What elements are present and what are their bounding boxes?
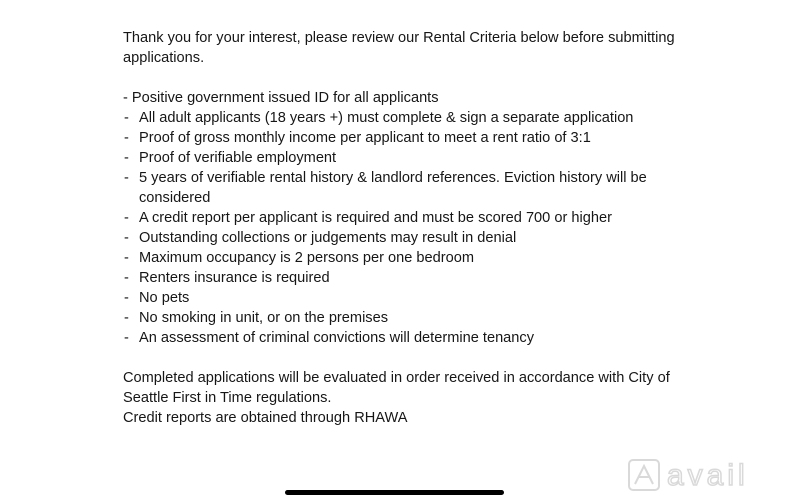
- criteria-item: [123, 208, 683, 228]
- criteria-item: [123, 268, 683, 288]
- criteria-item-text: Proof of gross monthly income per applicant to meet a rent ratio of 3:1: [139, 130, 591, 146]
- bullet-dash: -: [124, 230, 129, 246]
- bullet-dash: -: [124, 170, 129, 186]
- closing-credit-reports-text: Credit reports are obtained through RHAWA: [123, 410, 408, 426]
- intro-paragraph: Thank you for your interest, please review our Rental Criteria below before submitting applications.: [123, 30, 675, 66]
- bullet-dash: -: [124, 110, 129, 126]
- bullet-dash: -: [124, 210, 129, 226]
- bullet-dash: -: [124, 310, 129, 326]
- criteria-item-text: Outstanding collections or judgements may result in denial: [139, 230, 517, 246]
- criteria-item-text: Renters insurance is required: [139, 270, 330, 286]
- criteria-item-text: No pets: [139, 290, 190, 306]
- avail-logo-watermark: [627, 458, 777, 492]
- bullet-dash: -: [124, 290, 129, 306]
- bullet-dash: -: [124, 330, 129, 346]
- criteria-item-text: 5 years of verifiable rental history & landlord references. Eviction history will be considered: [139, 170, 647, 206]
- bullet-dash: -: [124, 250, 129, 266]
- bullet-dash: -: [124, 150, 129, 166]
- criteria-item: [123, 308, 683, 328]
- rental-criteria-document: [123, 28, 683, 428]
- criteria-item-text: No smoking in unit, or on the premises: [139, 310, 389, 326]
- home-indicator[interactable]: [285, 490, 504, 495]
- criteria-item: [123, 288, 683, 308]
- criteria-item: [123, 148, 683, 168]
- criteria-item-text: Proof of verifiable employment: [139, 150, 337, 166]
- bullet-dash: -: [124, 270, 129, 286]
- criteria-item-government-id: - Positive government issued ID for all applicants: [123, 90, 439, 106]
- closing-section: [123, 368, 683, 428]
- criteria-item-text: A credit report per applicant is required and must be scored 700 or higher: [139, 210, 612, 226]
- criteria-item-text: Maximum occupancy is 2 persons per one bedroom: [139, 250, 475, 266]
- criteria-item: [123, 128, 683, 148]
- criteria-item-text: An assessment of criminal convictions will determine tenancy: [139, 330, 535, 346]
- criteria-item: [123, 168, 683, 208]
- criteria-item: [123, 108, 683, 128]
- avail-logo-icon: [629, 460, 659, 490]
- criteria-item: [123, 248, 683, 268]
- criteria-list: [123, 108, 683, 348]
- criteria-item: [123, 328, 683, 348]
- watermark-text: avail: [667, 459, 749, 492]
- closing-regulations-text: Completed applications will be evaluated in order received in accordance with City of Seattle First in Time regulations.: [123, 370, 670, 406]
- bullet-dash: -: [124, 130, 129, 146]
- criteria-item: [123, 228, 683, 248]
- criteria-item-text: All adult applicants (18 years +) must complete & sign a separate application: [139, 110, 634, 126]
